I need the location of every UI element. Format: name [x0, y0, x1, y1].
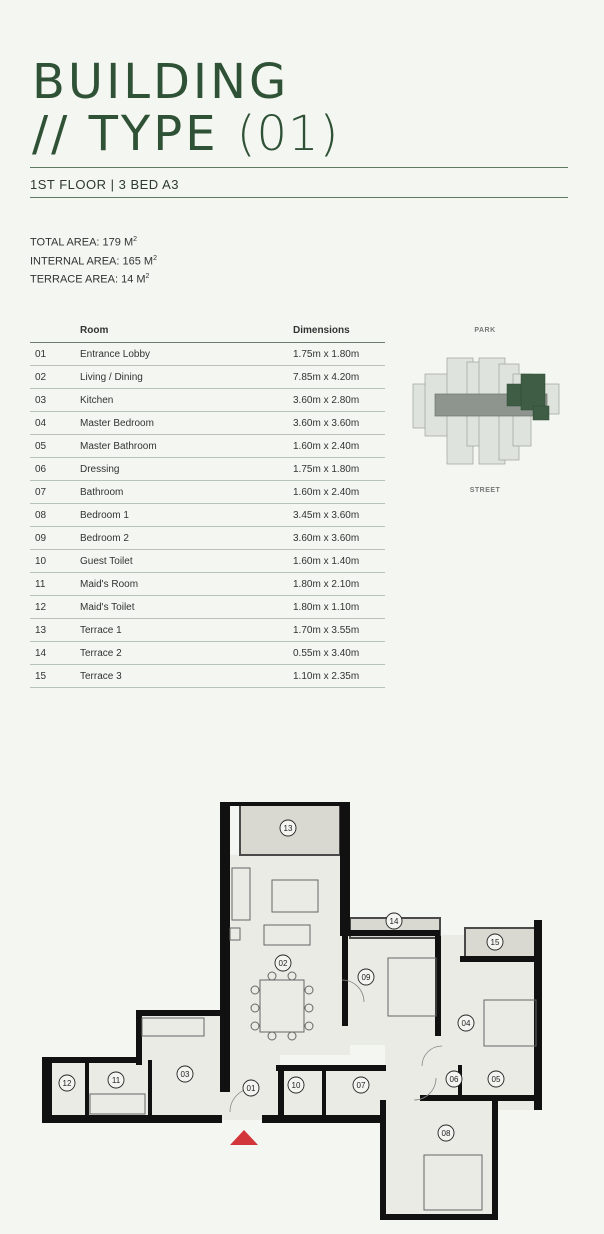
room-tag-label: 02: [278, 959, 288, 968]
room-dimensions-cell: 1.60m x 1.40m: [293, 550, 385, 573]
table-row: [30, 435, 385, 458]
header-dimensions: Dimensions: [293, 318, 385, 343]
room-tag: [458, 1015, 474, 1031]
floor-plan-slabs: [50, 855, 538, 1215]
room-name-cell: Terrace 1: [80, 619, 293, 642]
room-number-cell: 03: [30, 389, 80, 412]
room-name-cell: Bedroom 1: [80, 504, 293, 527]
table-row: [30, 481, 385, 504]
room-tag-label: 06: [449, 1075, 459, 1084]
room-dimensions-cell: 3.60m x 3.60m: [293, 412, 385, 435]
room-number-cell: 04: [30, 412, 80, 435]
header-room: Room: [80, 318, 293, 343]
room-dimensions-cell: 3.45m x 3.60m: [293, 504, 385, 527]
room-dimensions-cell: 1.75m x 1.80m: [293, 458, 385, 481]
room-number-cell: 09: [30, 527, 80, 550]
table-row: [30, 366, 385, 389]
table-row: [30, 412, 385, 435]
room-number-cell: 06: [30, 458, 80, 481]
room-dimensions-cell: 1.70m x 3.55m: [293, 619, 385, 642]
room-number-cell: 11: [30, 573, 80, 596]
room-schedule-table: [30, 318, 385, 688]
table-row: [30, 642, 385, 665]
room-tag: [177, 1066, 193, 1082]
divider-top: [30, 167, 568, 168]
table-row: [30, 343, 385, 366]
area-summary: [30, 232, 157, 288]
room-tag-label: 07: [356, 1081, 366, 1090]
table-row: [30, 665, 385, 688]
room-name-cell: Kitchen: [80, 389, 293, 412]
room-tag-label: 01: [246, 1084, 256, 1093]
room-tag-label: 14: [389, 917, 399, 926]
room-name-cell: Terrace 2: [80, 642, 293, 665]
room-tag-label: 12: [62, 1079, 72, 1088]
title-number: (01): [236, 106, 340, 163]
room-name-cell: Master Bathroom: [80, 435, 293, 458]
room-dimensions-cell: 7.85m x 4.20m: [293, 366, 385, 389]
room-name-cell: Terrace 3: [80, 665, 293, 688]
room-number-cell: 07: [30, 481, 80, 504]
table-header-row: [30, 318, 385, 343]
room-tag: [275, 955, 291, 971]
table-row: [30, 619, 385, 642]
room-tag-label: 11: [111, 1076, 121, 1085]
table-row: [30, 458, 385, 481]
entrance-arrow: [230, 1130, 258, 1145]
room-dimensions-cell: 1.60m x 2.40m: [293, 435, 385, 458]
room-name-cell: Bedroom 2: [80, 527, 293, 550]
room-name-cell: Guest Toilet: [80, 550, 293, 573]
room-tag: [438, 1125, 454, 1141]
room-tag: [487, 934, 503, 950]
room-number-cell: 13: [30, 619, 80, 642]
room-name-cell: Living / Dining: [80, 366, 293, 389]
room-tag: [59, 1075, 75, 1091]
key-plan: [405, 322, 570, 497]
table-row: [30, 527, 385, 550]
floor-plan: [40, 800, 550, 1225]
room-dimensions-cell: 1.60m x 2.40m: [293, 481, 385, 504]
table-row: [30, 573, 385, 596]
key-plan-park-label: PARK: [474, 327, 496, 334]
terrace-area: TERRACE AREA: 14 $M^2$: [30, 273, 150, 286]
room-tag-label: 04: [461, 1019, 471, 1028]
title-line-2: [32, 106, 340, 163]
room-dimensions-cell: 1.10m x 2.35m: [293, 665, 385, 688]
room-dimensions-cell: 1.80m x 2.10m: [293, 573, 385, 596]
room-tag: [280, 820, 296, 836]
page-title: [32, 54, 340, 163]
internal-area: INTERNAL AREA: 165 $M^2$: [30, 254, 157, 268]
room-tag: [488, 1071, 504, 1087]
total-area: TOTAL AREA: 179 $M^2$: [30, 236, 138, 249]
divider-bottom: [30, 197, 568, 198]
room-tag: [108, 1072, 124, 1088]
room-name-cell: Master Bedroom: [80, 412, 293, 435]
table-row: [30, 550, 385, 573]
room-number-cell: 01: [30, 343, 80, 366]
key-plan-street-label: STREET: [469, 487, 501, 494]
room-tag: [358, 969, 374, 985]
room-dimensions-cell: 1.75m x 1.80m: [293, 343, 385, 366]
room-tag: [243, 1080, 259, 1096]
table-row: [30, 596, 385, 619]
title-prefix: // TYPE: [32, 106, 219, 163]
room-name-cell: Entrance Lobby: [80, 343, 293, 366]
room-tag: [446, 1071, 462, 1087]
room-number-cell: 05: [30, 435, 80, 458]
room-name-cell: Dressing: [80, 458, 293, 481]
room-dimensions-cell: 3.60m x 2.80m: [293, 389, 385, 412]
room-tag: [288, 1077, 304, 1093]
room-dimensions-cell: 3.60m x 3.60m: [293, 527, 385, 550]
room-tag-label: 09: [361, 973, 371, 982]
room-name-cell: Maid's Toilet: [80, 596, 293, 619]
room-dimensions-cell: 1.80m x 1.10m: [293, 596, 385, 619]
title-line-1: BUILDING: [32, 54, 290, 111]
room-tag-label: 03: [180, 1070, 190, 1079]
header-number: [30, 318, 80, 343]
floor-label: 1ST FLOOR | 3 BED A3: [30, 177, 179, 192]
room-number-cell: 14: [30, 642, 80, 665]
room-tag-label: 10: [291, 1081, 301, 1090]
room-dimensions-cell: 0.55m x 3.40m: [293, 642, 385, 665]
table-row: [30, 389, 385, 412]
room-number-cell: 15: [30, 665, 80, 688]
room-number-cell: 12: [30, 596, 80, 619]
room-name-cell: Bathroom: [80, 481, 293, 504]
room-number-cell: 10: [30, 550, 80, 573]
room-tag: [353, 1077, 369, 1093]
room-number-cell: 02: [30, 366, 80, 389]
room-tag-label: 08: [441, 1129, 451, 1138]
room-tag-label: 15: [490, 938, 500, 947]
room-tag-label: 05: [491, 1075, 501, 1084]
room-name-cell: Maid's Room: [80, 573, 293, 596]
room-tag: [386, 913, 402, 929]
table-row: [30, 504, 385, 527]
room-tag-label: 13: [283, 824, 293, 833]
room-number-cell: 08: [30, 504, 80, 527]
